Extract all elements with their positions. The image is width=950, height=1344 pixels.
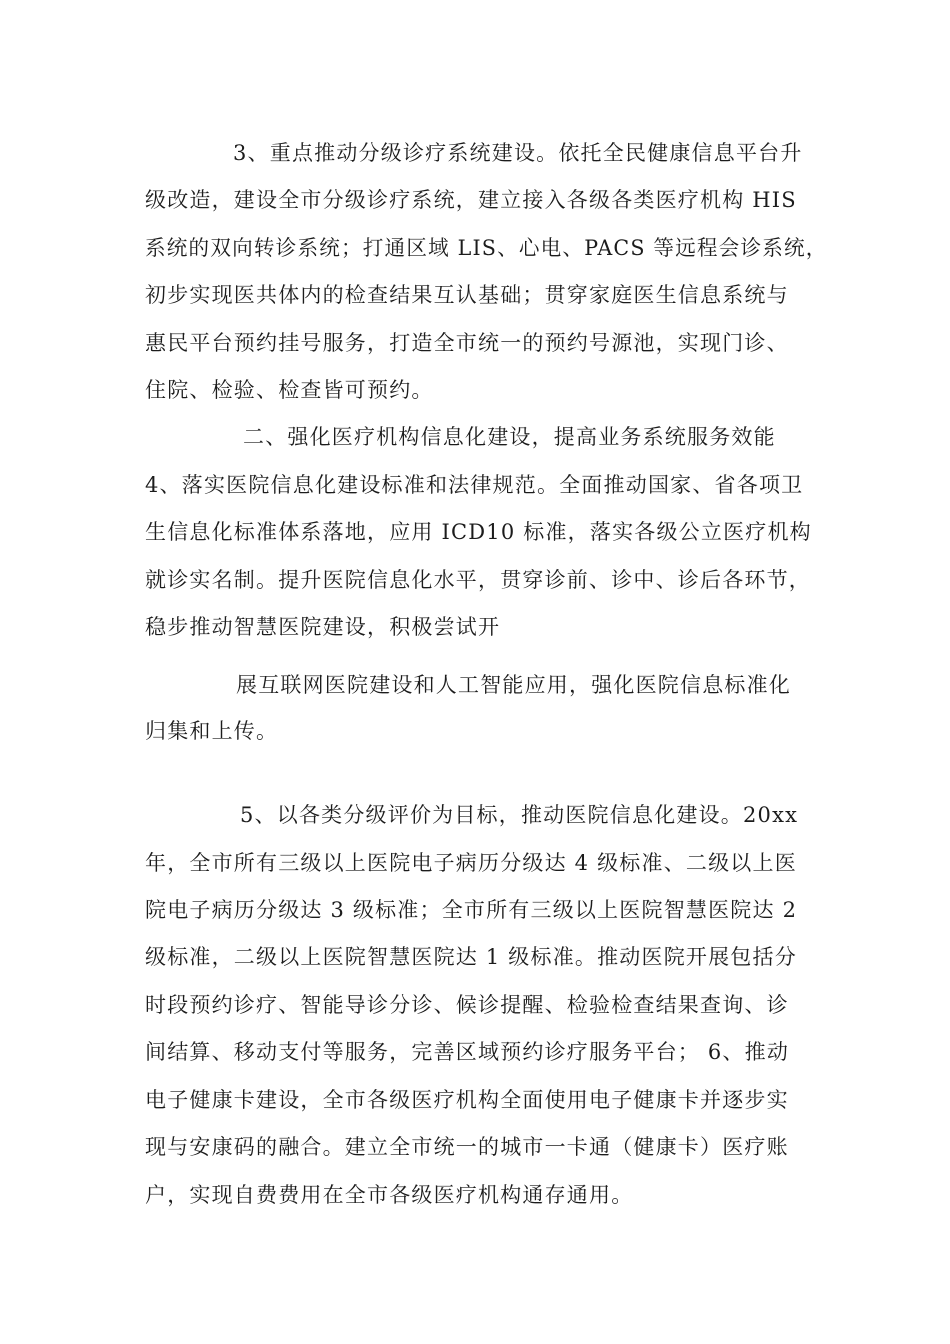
paragraph-4-line-1: 4、落实医院信息化建设标准和法律规范。全面推动国家、省各项卫 xyxy=(145,473,804,497)
paragraph-3-line-3: 系统的双向转诊系统；打通区域 LIS、心电、PACS 等远程会诊系统， xyxy=(145,236,828,260)
paragraph-3-line-2: 级改造，建设全市分级诊疗系统，建立接入各级各类医疗机构 HIS xyxy=(145,188,797,212)
paragraph-5-line-7: 电子健康卡建设，全市各级医疗机构全面使用电子健康卡并逐步实 xyxy=(145,1088,789,1112)
paragraph-5-line-3: 院电子病历分级达 3 级标准；全市所有三级以上医院智慧医院达 2 xyxy=(145,898,798,922)
paragraph-3-line-1: 3、重点推动分级诊疗系统建设。依托全民健康信息平台升 xyxy=(233,141,803,165)
paragraph-5-line-6: 间结算、移动支付等服务，完善区域预约诊疗服务平台； 6、推动 xyxy=(145,1040,790,1064)
paragraph-4-cont-line-1: 展互联网医院建设和人工智能应用，强化医院信息标准化 xyxy=(236,673,791,697)
paragraph-5-line-5: 时段预约诊疗、智能导诊分诊、候诊提醒、检验检查结果查询、诊 xyxy=(145,993,789,1017)
paragraph-4-line-4: 稳步推动智慧医院建设，积极尝试开 xyxy=(145,615,501,639)
paragraph-5-line-8: 现与安康码的融合。建立全市统一的城市一卡通（健康卡）医疗账 xyxy=(145,1135,789,1159)
paragraph-4-line-3: 就诊实名制。提升医院信息化水平，贯穿诊前、诊中、诊后各环节， xyxy=(145,568,811,592)
paragraph-5-line-9: 户，实现自费费用在全市各级医疗机构通存通用。 xyxy=(145,1183,634,1207)
paragraph-3-line-6: 住院、检验、检查皆可预约。 xyxy=(145,378,434,402)
paragraph-3-line-4: 初步实现医共体内的检查结果互认基础；贯穿家庭医生信息系统与 xyxy=(145,283,789,307)
paragraph-4-cont-line-2: 归集和上传。 xyxy=(145,719,279,743)
paragraph-3-line-5: 惠民平台预约挂号服务，打造全市统一的预约号源池，实现门诊、 xyxy=(145,331,789,355)
paragraph-5-line-4: 级标准，二级以上医院智慧医院达 1 级标准。推动医院开展包括分 xyxy=(145,945,797,969)
paragraph-5-line-1: 5、以各类分级评价为目标，推动医院信息化建设。20xx xyxy=(240,803,799,827)
section-heading-2: 二、强化医疗机构信息化建设，提高业务系统服务效能 xyxy=(243,425,776,449)
paragraph-4-line-2: 生信息化标准体系落地，应用 ICD10 标准，落实各级公立医疗机构 xyxy=(145,520,812,544)
paragraph-5-line-2: 年，全市所有三级以上医院电子病历分级达 4 级标准、二级以上医 xyxy=(145,851,797,875)
